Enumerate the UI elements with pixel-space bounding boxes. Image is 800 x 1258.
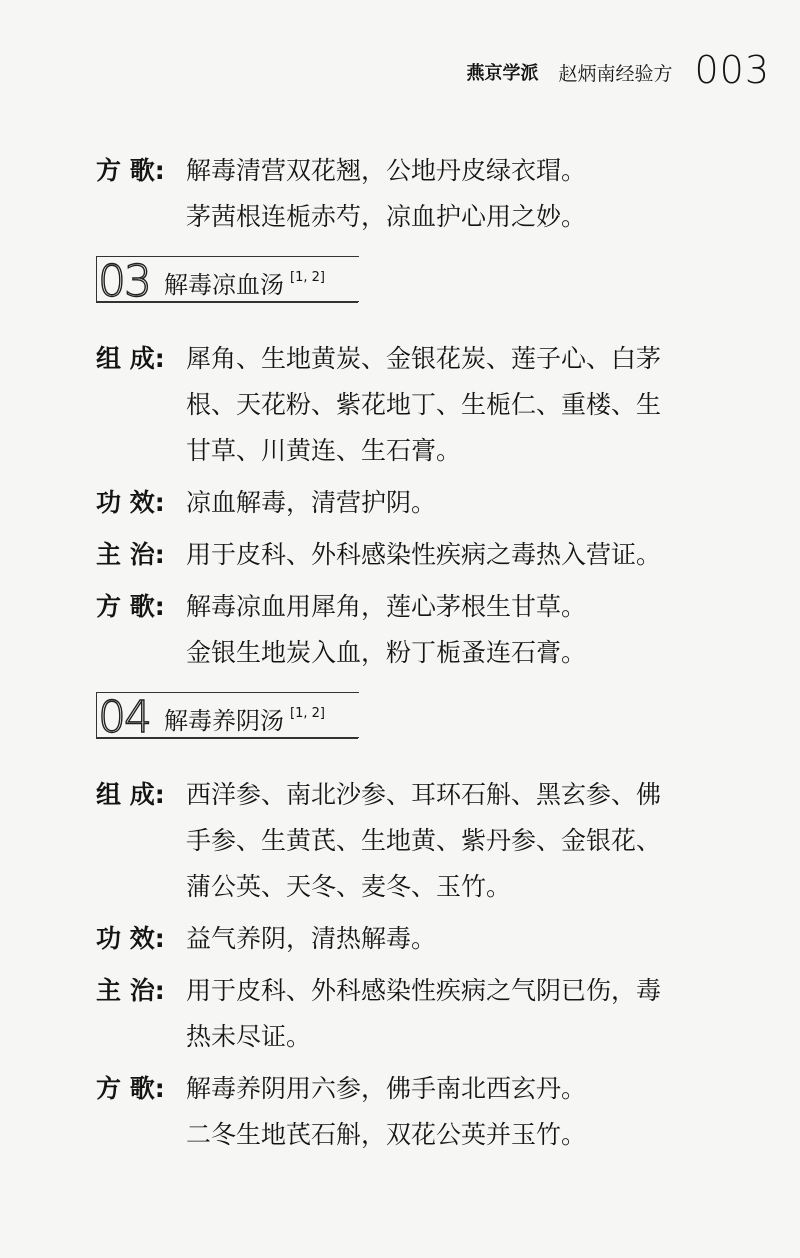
section-number: 04 — [98, 692, 150, 743]
text-line: 用于皮科、外科感染性疾病之气阴已伤，毒 — [186, 976, 662, 1005]
zucheng-field — [96, 336, 696, 474]
section-title-text: 解毒凉血汤 — [164, 271, 284, 299]
section-heading-03 — [96, 256, 696, 307]
text-line: 甘草、川黄连、生石膏。 — [186, 436, 462, 465]
gongxiao-field — [96, 480, 696, 526]
text-line: 解毒养阴用六参，佛手南北西玄丹。 — [186, 1074, 587, 1103]
field-text — [186, 968, 696, 1060]
field-label: 方 歌: — [96, 156, 165, 185]
field-text — [186, 532, 696, 578]
header-book-title: 赵炳南经验方 — [558, 63, 673, 85]
fangge-field — [96, 1066, 696, 1158]
field-text — [186, 148, 696, 240]
field-label: 主 治: — [96, 976, 165, 1005]
page-content — [96, 148, 696, 1164]
field-text — [186, 1066, 696, 1158]
reference-mark: [1, 2] — [290, 706, 325, 721]
section-heading-04 — [96, 692, 696, 743]
text-line: 解毒清营双花翘，公地丹皮绿衣瑁。 — [186, 156, 587, 185]
text-line: 益气养阴，清热解毒。 — [186, 924, 437, 953]
text-line: 热未尽证。 — [186, 1022, 312, 1051]
section-number: 03 — [98, 256, 150, 307]
zhuzhi-field — [96, 968, 696, 1060]
text-line: 西洋参、南北沙参、耳环石斛、黑玄参、佛 — [186, 780, 662, 809]
field-text — [186, 772, 696, 910]
heading-underline — [96, 302, 358, 303]
field-label: 功 效: — [96, 924, 165, 953]
prev-fangge-field — [96, 148, 696, 240]
running-header — [466, 48, 770, 92]
gongxiao-field — [96, 916, 696, 962]
heading-frame — [96, 692, 359, 743]
field-text — [186, 916, 696, 962]
field-label: 组 成: — [96, 344, 165, 373]
field-label: 主 治: — [96, 540, 165, 569]
field-text — [186, 480, 696, 526]
text-line: 解毒凉血用犀角，莲心茅根生甘草。 — [186, 592, 587, 621]
field-label: 方 歌: — [96, 1074, 165, 1103]
text-line: 根、天花粉、紫花地丁、生栀仁、重楼、生 — [186, 390, 662, 419]
header-school: 燕京学派 — [466, 63, 539, 84]
text-line: 凉血解毒，清营护阴。 — [186, 488, 437, 517]
field-text — [186, 336, 696, 474]
field-text — [186, 584, 696, 676]
zucheng-field — [96, 772, 696, 910]
text-line: 犀角、生地黄炭、金银花炭、莲子心、白茅 — [186, 344, 662, 373]
text-line: 茅茜根连栀赤芍，凉血护心用之妙。 — [186, 202, 587, 231]
section-title-text: 解毒养阴汤 — [164, 707, 284, 735]
heading-frame — [96, 256, 359, 307]
field-label: 方 歌: — [96, 592, 165, 621]
text-line: 蒲公英、天冬、麦冬、玉竹。 — [186, 872, 512, 901]
page-number: 003 — [694, 48, 770, 92]
heading-underline — [96, 738, 358, 739]
reference-mark: [1, 2] — [290, 270, 325, 285]
zhuzhi-field — [96, 532, 696, 578]
text-line: 二冬生地芪石斛，双花公英并玉竹。 — [186, 1120, 587, 1149]
fangge-field — [96, 584, 696, 676]
text-line: 金银生地炭入血，粉丁栀蚤连石膏。 — [186, 638, 587, 667]
field-label: 功 效: — [96, 488, 165, 517]
text-line: 手参、生黄芪、生地黄、紫丹参、金银花、 — [186, 826, 662, 855]
text-line: 用于皮科、外科感染性疾病之毒热入营证。 — [186, 540, 662, 569]
field-label: 组 成: — [96, 780, 165, 809]
